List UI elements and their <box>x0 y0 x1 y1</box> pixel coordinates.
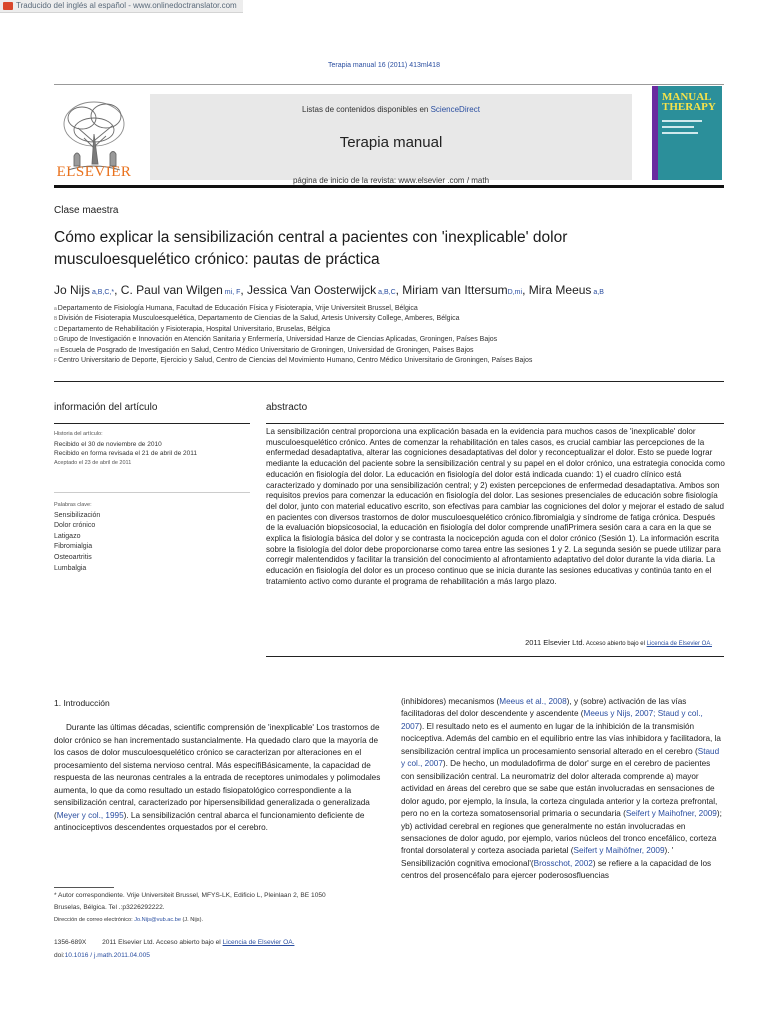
author-affiliation-marks[interactable]: a,B,C,* <box>90 289 115 296</box>
body-text: ). La sensibilización central abarca el funcionamiento deficiente de antinociceptivos descendentes orquestados por el cerebro. <box>54 810 365 832</box>
article-info-rule <box>54 423 250 424</box>
author-name: , Jessica Van Oosterwijck <box>240 283 377 297</box>
citation-link[interactable]: Seifert y Maihofner, 2009 <box>625 809 717 819</box>
body-text: (inhibidores) mecanismos ( <box>401 697 500 706</box>
sciencedirect-link[interactable]: ScienceDirect <box>430 105 480 114</box>
author-name: , C. Paul van Wilgen <box>114 283 223 297</box>
contents-prefix: Listas de contenidos disponibles en <box>302 105 431 114</box>
corresponding-author-footnote <box>54 890 354 926</box>
bottom-license-link[interactable]: Licencia de Elsevier OA. <box>222 939 295 946</box>
history-revised: Recibido en forma revisada el 21 de abril de 2011 <box>54 450 197 457</box>
affiliation-item <box>54 314 734 324</box>
article-info-heading: información del artículo <box>54 402 158 413</box>
history-label: Historia del artículo: <box>54 431 103 437</box>
affiliation-item <box>54 304 734 314</box>
issn: 1356-689X <box>54 939 87 946</box>
author-list <box>54 283 734 297</box>
journal-citation: Terapia manual 16 (2011) 413ml418 <box>328 62 440 69</box>
email-suffix: (J. Nijs). <box>180 917 204 923</box>
affiliation-list <box>54 304 734 366</box>
front-matter-rule <box>54 381 724 382</box>
cover-line <box>662 120 702 122</box>
citation-link[interactable]: Brosschot, 2002 <box>533 858 593 868</box>
abstract-text: La sensibilización central proporciona una explicación basada en la evidencia para muchos casos de 'inexplicable' dolor musculoesquelético crónico. Antes de comenzar la rehabilitación en tales casos, es crucial cambiar las percepciones de la enfermedad desadaptativa, alterar las cogniciones desadaptativas del dolor y reconceptualizar el dolor. Esto se puede lograr mediante la educación del paciente sobre la sensibilización central y su papel en el dolor crónico, una estrategia conocida como educación en fisiología del dolor. La educación en fisiología del dolor está indicada cuando: 1) el cuadro clínico está caracterizado y dominado por una sensibilización central; y 2) existen percepciones de enfermedad desadaptativa. Ambos son requisitos previos para comenzar la educación en fisiología del dolor. Las sesiones presenciales de educación sobre fisiología del dolor, junto con material educativo escrito, son efectivas para cambiar las cogniciones del dolor y mejorar el estado de salud en pacientes con diversos trastornos de dolor musculoesquelético crónico.fibromialgia y síndrome de fatiga crónica. Después de la evaluación biopsicosocial, la educación en fisiología del dolor comprende unafiPrimera sesión cara a cara en la que se explica la fisiología básica del dolor y se contrasta la nocicepción aguda con el dolor crónico (Sesión 1). La información escrita sobre la fisiología del dolor debe proporcionarse como tarea entre las sesiones 1 y 2. La segunda sesión se puede utilizar para corregir malentendidos y facilitar la transición del conocimiento al afrontamiento adaptativo del dolor durante la vida diaria. La educación en fisiología del dolor es un proceso continuo que se inicia durante las sesiones educativas y continúa tanto en el tratamiento activo como durante el programa de rehabilitación a más largo plazo. <box>266 427 725 586</box>
email-label: Dirección de correo electrónico: <box>54 917 135 923</box>
cover-line <box>662 126 694 128</box>
abstract-top-rule <box>266 423 724 424</box>
body-text: ), y (sobre) activación de las vías facilitadoras del dolor descendente y ascendente ( <box>401 697 687 719</box>
license-link[interactable]: Licencia de Elsevier OA. <box>646 641 712 647</box>
abstract-copyright <box>266 638 712 647</box>
affiliation-mark: B <box>54 316 58 323</box>
citation-link[interactable]: Staud y col., 2007 <box>401 746 720 769</box>
affiliation-item <box>54 335 734 345</box>
doi-label: doi: <box>54 951 65 959</box>
body-text: ). De hecho, un moduladofirma de dolor' surge en el cerebro de pacientes con sensibilización central. La neuromatriz del dolor alterada comprende a) mayor actividad en áreas del cerebro que se sabe que están involucradas en sensaciones de dolor agudo, por ejemplo, la ínsula, la corteza cingulada anterior y la corteza prefrontal, pero no en la corteza somatosensorial primaria o secundaria ( <box>401 759 718 819</box>
affiliation-item <box>54 356 734 366</box>
journal-header-box <box>150 94 632 185</box>
history-accepted: Aceptado el 23 de abril de 2011 <box>54 459 132 466</box>
doi-link[interactable]: 10.1016 / j.math.2011.04.005 <box>64 951 150 959</box>
contents-availability-line <box>150 105 632 114</box>
author-affiliation-marks[interactable]: a,B <box>591 289 604 296</box>
citation-link[interactable]: Meeus y Nijs, 2007; Staud y col., 2007 <box>401 709 703 731</box>
keyword-list <box>54 500 250 574</box>
keyword: Lumbalgia <box>54 564 87 572</box>
affiliation-mark: C <box>54 326 58 333</box>
affiliation-mark: D <box>54 337 58 344</box>
citation-link[interactable]: Seifert y Maihöfner, 2009 <box>573 846 665 856</box>
body-column-left <box>54 722 384 835</box>
article-history <box>54 430 250 468</box>
journal-cover-image <box>652 86 722 180</box>
journal-title: Terapia manual <box>339 134 443 151</box>
body-text: Durante las últimas décadas, scientific comprensión de 'inexplicable' Los trastornos de dolor crónico se han incrementado sustancialmente. Ha quedado claro que la mayoría de los casos de dolor musculoesquelético crónico se caracterizan por alteraciones en el procesamiento del sistema nervioso central. Más especifiBásicamente, la capacidad de respuesta de las neuronas centrales a la entrada de receptores unimodales y polimodales aumenta, lo que da como resultado un estado fisiopatológico correspondiente a la sensibilización central, caracterizado por hipersensibilidad generalizada o generalizada ( <box>54 723 381 820</box>
journal-homepage[interactable]: página de inicio de la revista: www.elsevier .com / math <box>292 176 490 185</box>
body-text: ). El resultado neto es el aumento en lugar de la inhibición de la transmisión nociceptiva. Además del cambio en el equilibrio entre las vías inhibidora y facilitadora, la sensibilización central implica un procesamiento sensorial alterado en el cerebro ( <box>401 721 721 756</box>
affiliation-mark: F <box>54 358 58 365</box>
affiliation-text: Departamento de Rehabilitación y Fisioterapia, Hospital Universitario, Bruselas, Bélgica <box>58 325 331 333</box>
affiliation-item <box>54 325 734 335</box>
cover-spine <box>652 86 658 180</box>
author-affiliation-marks[interactable]: D,mi <box>507 289 523 296</box>
journal-header <box>54 84 724 186</box>
keyword: Fibromialgia <box>54 543 93 551</box>
keywords-label: Palabras clave: <box>54 502 92 508</box>
author-name: , Miriam van Ittersum <box>395 283 508 297</box>
affiliation-text: Grupo de Investigación e Innovación en Atención Sanitaria y Enfermería, Universidad Hanze de Ciencias Aplicadas, Groningen, Países Bajos <box>58 336 498 344</box>
citation-link[interactable]: Meyer y col., 1995 <box>56 810 124 820</box>
cover-line <box>662 132 698 134</box>
translation-notice-text[interactable]: Traducido del inglés al español - www.onlinedoctranslator.com <box>16 1 237 10</box>
body-text: ). ' Sensibilización cognitiva emocional'( <box>401 846 674 868</box>
author-email-link[interactable]: Jo.Nijs@vub.ac.be <box>134 917 181 923</box>
article-bottom-metadata <box>54 937 374 962</box>
translation-notice-bar[interactable] <box>0 0 243 13</box>
affiliation-mark: a <box>54 306 57 312</box>
header-bottom-rule <box>54 185 724 188</box>
keyword: Osteoartritis <box>54 553 92 561</box>
body-text: ) se refiere a la capacidad de los centros del prosencéfalo para ejercer poderososfluencias <box>401 858 712 881</box>
footnote-mark: * <box>54 892 57 899</box>
history-received: Recibido el 30 de noviembre de 2010 <box>54 440 162 448</box>
bottom-copyright: 2011 Elsevier Ltd. Acceso abierto bajo el <box>102 939 223 946</box>
translator-icon <box>3 2 13 10</box>
author-name: , Mira Meeus <box>522 283 592 297</box>
keyword: Sensibilización <box>54 511 101 519</box>
affiliation-mark: mi <box>54 347 60 354</box>
article-title: Cómo explicar la sensibilización central a pacientes con 'inexplicable' dolor musculoesquelético crónico: pautas de práctica <box>54 229 568 268</box>
affiliation-text: División de Fisioterapia Musculoesquelética, Departamento de Ciencias de la Salud, Artesis University College, Amberes, Bélgica <box>58 315 460 323</box>
abstract-bottom-rule <box>266 656 724 657</box>
body-text: ); yb) actividad cerebral en regiones que generalmente no están involucradas en sensaciones de dolor agudo, por ejemplo, varios núcleos del tronco encefálico, corteza frontal dorsolateral y corteza asociada parietal ( <box>401 809 722 856</box>
footnote-text: Autor correspondiente. Vrije Universiteit Brussel, MFYS-LK, Edificio L, Pleinlaan 2, BE 1050 Bruselas, Bélgica. Tel .:p3226292222. <box>54 892 326 911</box>
author-affiliation-marks[interactable]: a,B,C <box>376 289 396 296</box>
copyright-access: Acceso abierto bajo el <box>584 641 647 647</box>
footnote-rule <box>54 887 114 888</box>
copyright-main: 2011 Elsevier Ltd. <box>525 638 585 647</box>
keyword: Latigazo <box>54 532 81 540</box>
affiliation-text: Departamento de Fisiología Humana, Facultad de Educación Física y Fisioterapia, Vrije Universiteit Brussel, Bélgica <box>57 305 418 312</box>
affiliation-text: Centro Universitario de Deporte, Ejercicio y Salud, Centro de Ciencias del Movimiento Humano, Centro Médico Universitario de Groningen, Países Bajos <box>58 357 533 365</box>
introduction-heading: 1. Introducción <box>54 698 110 708</box>
citation-link[interactable]: Meeus et al., 2008 <box>499 697 567 706</box>
body-column-right <box>401 696 725 883</box>
affiliation-item <box>54 346 734 356</box>
cover-title: MANUAL THERAPY <box>662 91 716 113</box>
keywords-rule <box>54 492 250 493</box>
author-affiliation-marks[interactable]: mi, F <box>222 289 241 296</box>
abstract-heading: abstracto <box>266 402 308 413</box>
keyword: Dolor crónico <box>54 522 96 530</box>
elsevier-wordmark: ELSEVIER <box>56 164 132 180</box>
header-top-rule <box>54 84 724 85</box>
article-type: Clase maestra <box>54 205 119 216</box>
affiliation-text: Escuela de Posgrado de Investigación en Salud, Centro Médico Universitario de Groningen, Universidad de Groningen, Países Bajos <box>60 346 474 354</box>
author-name: Jo Nijs <box>54 283 91 297</box>
